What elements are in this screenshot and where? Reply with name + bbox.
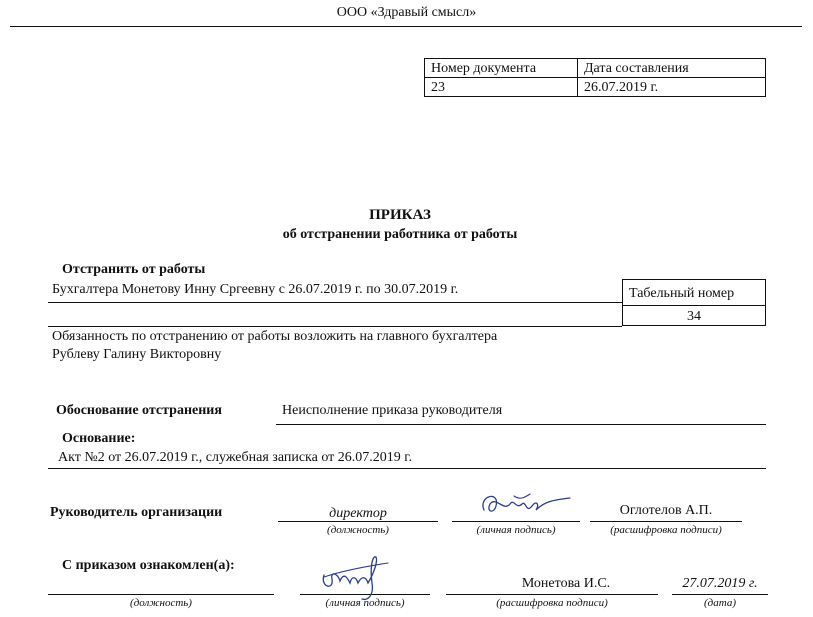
tab-line xyxy=(48,326,622,327)
ack-cap-signature: (личная подпись) xyxy=(325,597,405,609)
justification-label: Обоснование отстранения xyxy=(56,403,222,418)
head-name: Оглотелов А.П. xyxy=(619,503,713,518)
basis-line xyxy=(48,468,766,469)
basis-label: Основание: xyxy=(62,431,136,446)
head-cap-signature: (личная подпись) xyxy=(476,524,556,536)
duty-text-line1: Обязанность по отстранению от работы возложить на главного бухгалтера xyxy=(52,329,498,344)
head-cap-name: (расшифровка подписи) xyxy=(610,524,722,536)
head-position: директор xyxy=(329,506,387,521)
doc-info-table xyxy=(424,58,766,97)
tab-number: 34 xyxy=(623,306,766,326)
basis-value: Акт №2 от 26.07.2019 г., служебная записка от 26.07.2019 г. xyxy=(58,450,412,465)
employee-line xyxy=(48,302,622,303)
page-title: ПРИКАЗ xyxy=(369,207,431,223)
ack-date-line xyxy=(672,594,768,595)
doc-number-header: Номер документа xyxy=(425,59,578,78)
tab-number-table xyxy=(622,279,766,326)
ack-name-line xyxy=(446,594,658,595)
justification-value: Неисполнение приказа руководителя xyxy=(282,403,503,418)
page-subtitle: об отстранении работника от работы xyxy=(282,227,518,242)
doc-date: 26.07.2019 г. xyxy=(578,78,766,97)
ack-cap-date: (дата) xyxy=(704,597,736,609)
suspend-heading: Отстранить от работы xyxy=(62,262,206,277)
ack-label: С приказом ознакомлен(а): xyxy=(62,558,235,573)
head-cap-position: (должность) xyxy=(327,524,389,536)
ack-cap-position: (должность) xyxy=(130,597,192,609)
head-signature xyxy=(474,488,574,528)
ack-position-line xyxy=(48,594,274,595)
doc-date-header: Дата составления xyxy=(578,59,766,78)
ack-signature xyxy=(318,553,398,605)
employee-text: Бухгалтера Монетову Инну Сргеевну с 26.07.2019 г. по 30.07.2019 г. xyxy=(52,282,459,297)
justification-line xyxy=(276,424,766,425)
divider xyxy=(10,26,802,27)
duty-text-line2: Рублеву Галину Викторовну xyxy=(52,347,222,362)
tab-number-label: Табельный номер xyxy=(623,280,766,306)
organization-name: ООО «Здравый смысл» xyxy=(336,5,477,20)
doc-number: 23 xyxy=(425,78,578,97)
ack-name: Монетова И.С. xyxy=(521,576,611,591)
ack-cap-name: (расшифровка подписи) xyxy=(496,597,608,609)
head-position-line xyxy=(278,521,438,522)
head-name-line xyxy=(590,521,742,522)
head-label: Руководитель организации xyxy=(50,505,223,520)
ack-date: 27.07.2019 г. xyxy=(682,576,758,591)
